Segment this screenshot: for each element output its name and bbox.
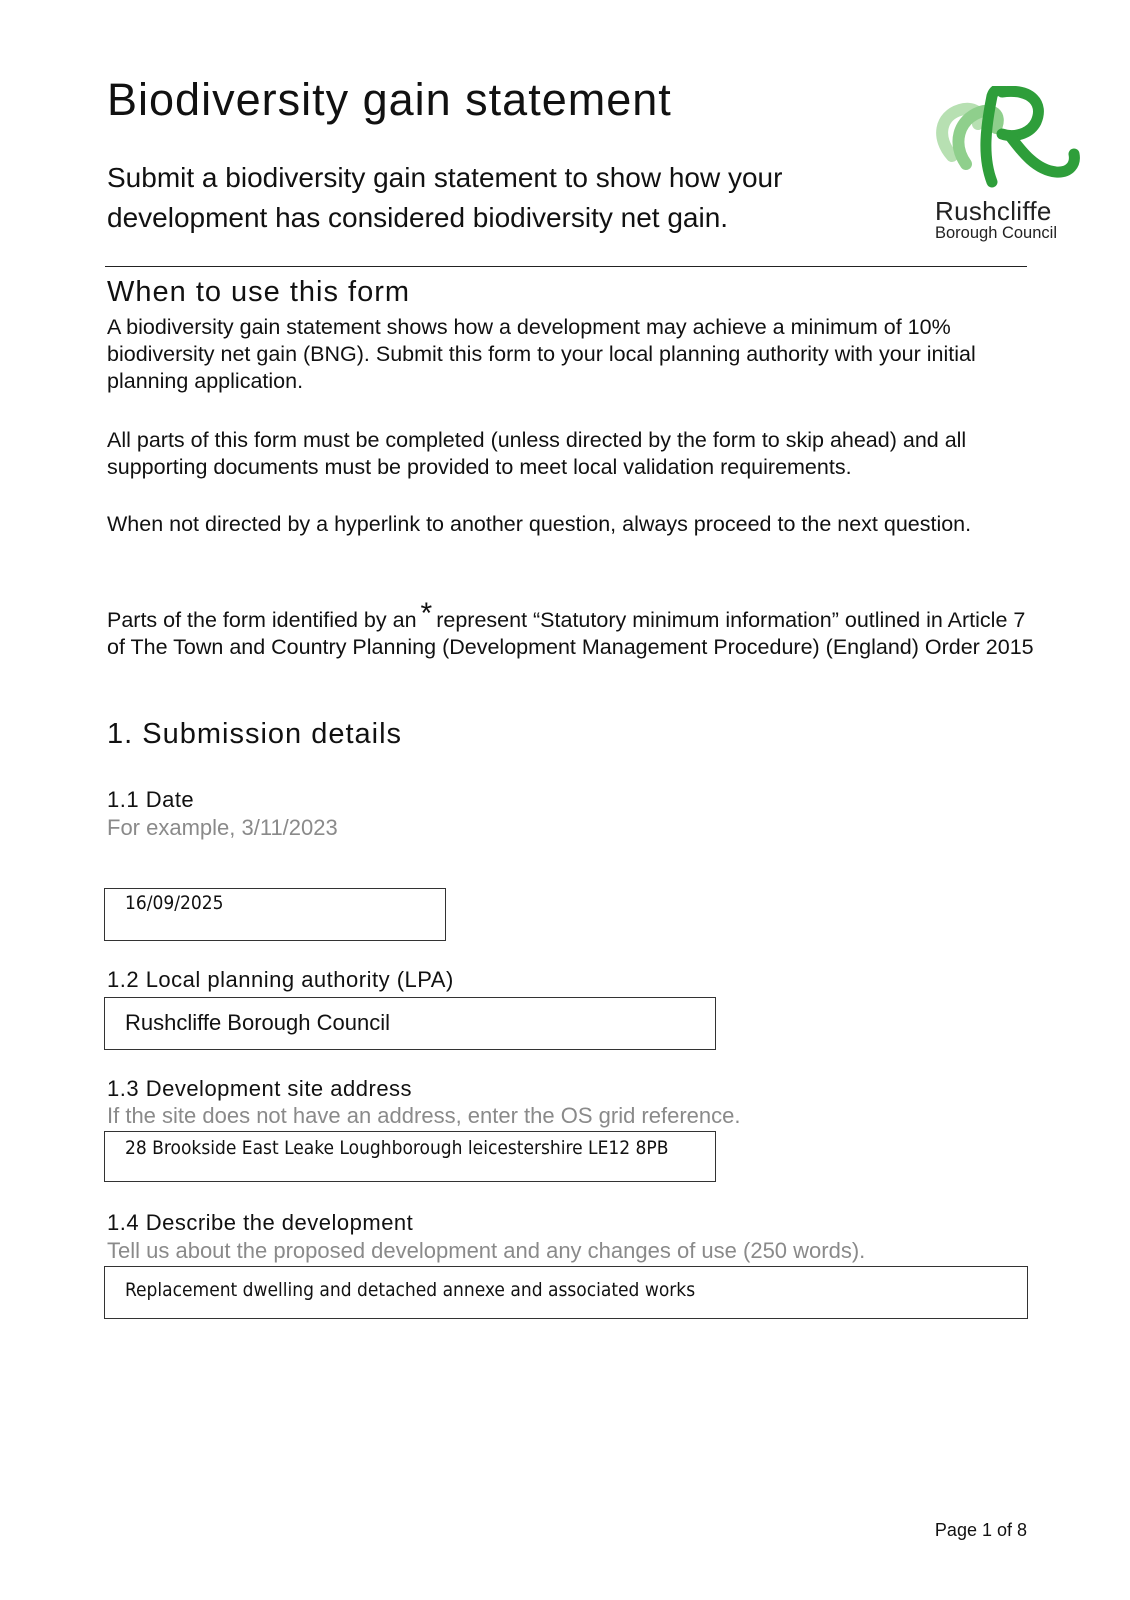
- lpa-value: Rushcliffe Borough Council: [125, 1010, 390, 1035]
- page-number: Page 1 of 8: [934, 1520, 1027, 1540]
- address-value: 28 Brookside East Leake Loughborough leicestershire LE12 8PB: [125, 1137, 669, 1159]
- development-value: Replacement dwelling and detached annexe and associated works: [125, 1279, 696, 1301]
- statutory-paragraph: [107, 597, 1037, 661]
- development-field[interactable]: [104, 1266, 1028, 1319]
- rushcliffe-r-icon: [932, 86, 1082, 194]
- address-hint: If the site does not have an address, enter the OS grid reference.: [107, 1103, 741, 1128]
- asterisk-marker: *: [420, 597, 433, 630]
- logo-subname: Borough Council: [935, 224, 1057, 242]
- section-heading: 1. Submission details: [107, 718, 403, 750]
- page-title: Biodiversity gain statement: [107, 74, 672, 125]
- completion-paragraph: All parts of this form must be completed (unless directed by the form to skip ahead) and all supporting documents must be provided to meet local validation requirements.: [107, 428, 967, 479]
- development-label: 1.4 Describe the development: [107, 1210, 414, 1235]
- council-logo: [932, 86, 1082, 246]
- development-hint: Tell us about the proposed development and any changes of use (250 words).: [107, 1238, 866, 1263]
- lpa-label: 1.2 Local planning authority (LPA): [107, 967, 454, 992]
- date-label: 1.1 Date: [107, 787, 195, 812]
- header-divider: [105, 266, 1027, 267]
- lpa-field[interactable]: [104, 997, 716, 1050]
- address-field[interactable]: [104, 1131, 716, 1182]
- date-value: 16/09/2025: [125, 892, 224, 914]
- address-label: 1.3 Development site address: [107, 1076, 413, 1101]
- page-subtitle: Submit a biodiversity gain statement to show how your development has considered biodiversity net gain.: [107, 162, 783, 233]
- intro-paragraph: A biodiversity gain statement shows how a development may achieve a minimum of 10% biodiversity net gain (BNG). Submit this form to your local planning authority with your initial planning application.: [107, 315, 976, 393]
- date-field[interactable]: [104, 888, 446, 941]
- statutory-text-before: Parts of the form identified by an: [107, 608, 417, 632]
- when-to-use-heading: When to use this form: [107, 276, 411, 308]
- hyperlink-paragraph: When not directed by a hyperlink to another question, always proceed to the next question.: [107, 512, 972, 536]
- statutory-text-after: represent “Statutory minimum information” outlined in Article 7 of The Town and Country Planning (Development Management Procedure) (England) Order 2015: [107, 608, 1034, 659]
- date-hint: For example, 3/11/2023: [107, 815, 338, 840]
- logo-name: Rushcliffe: [935, 196, 1052, 226]
